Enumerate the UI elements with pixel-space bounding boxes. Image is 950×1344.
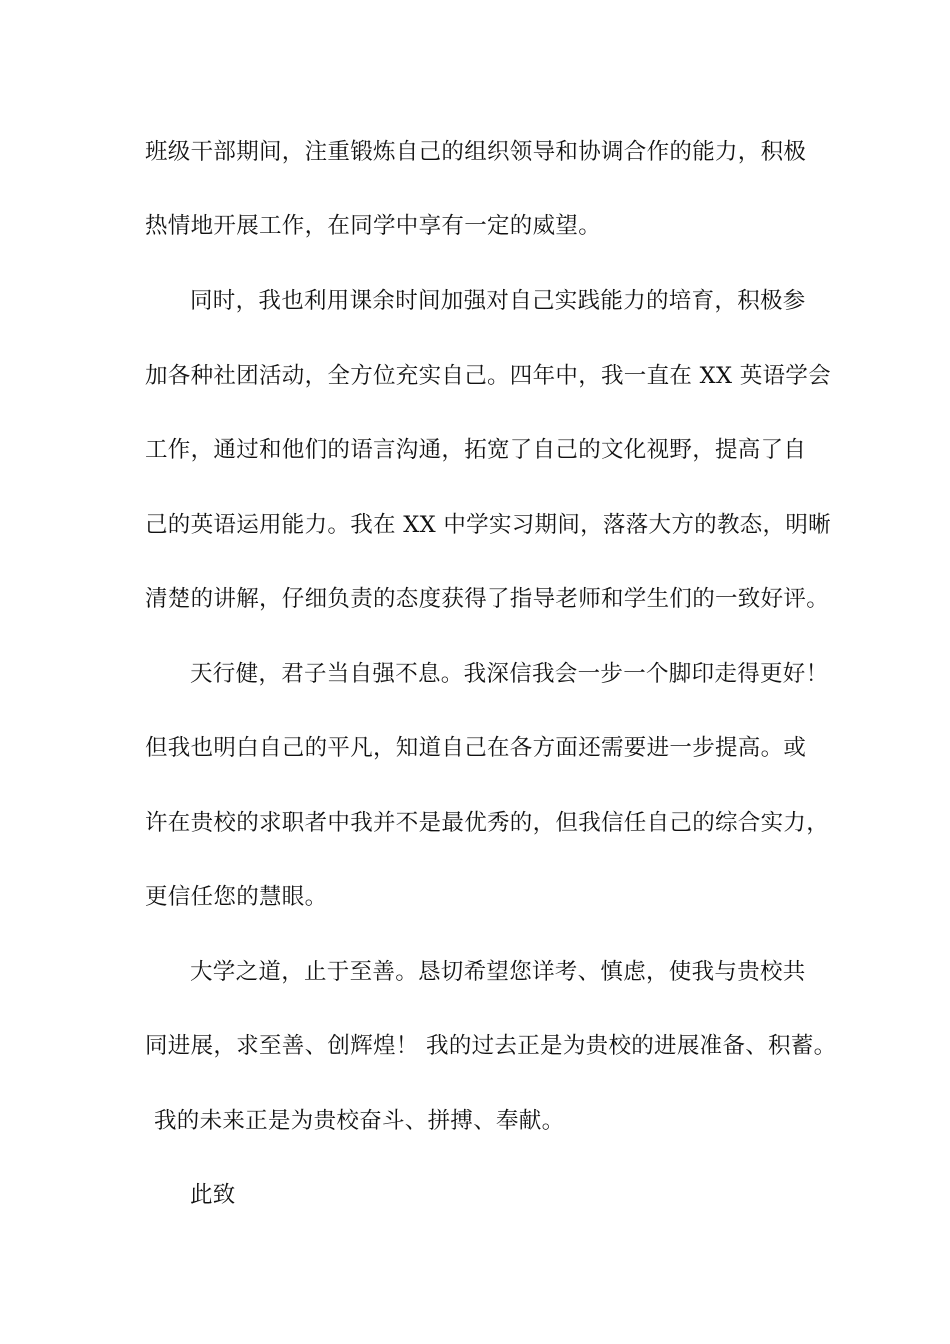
text-line: 但我也明白自己的平凡，知道自己在各方面还需要进一步提高。或: [145, 735, 807, 761]
text-line: 热情地开展工作，在同学中享有一定的威望。: [145, 213, 602, 239]
text-line: 同进展，求至善、创辉煌！ 我的过去正是为贵校的进展准备、积蓄。: [145, 1033, 837, 1059]
text-line: 许在贵校的求职者中我并不是最优秀的，但我信任自己的综合实力，: [145, 810, 830, 836]
closing-salutation: 此致: [190, 1182, 236, 1208]
paragraph-start-line: 大学之道，止于至善。恳切希望您详考、慎虑，使我与贵校共: [190, 959, 806, 985]
paragraph-start-line: 天行健，君子当自强不息。我深信我会一步一个脚印走得更好！: [190, 661, 829, 687]
text-line: 更信任您的慧眼。: [145, 884, 328, 910]
text-line: 班级干部期间，注重锻炼自己的组织领导和协调合作的能力，积极: [145, 139, 807, 165]
paragraph-start-line: 同时，我也利用课余时间加强对自己实践能力的培育，积极参: [190, 288, 806, 314]
text-line: 清楚的讲解，仔细负责的态度获得了指导老师和学生们的一致好评。: [145, 586, 830, 612]
text-line: 己的英语运用能力。我在 XX 中学实习期间，落落大方的教态，明晰: [145, 512, 831, 538]
text-line: 工作，通过和他们的语言沟通，拓宽了自己的文化视野，提高了自: [145, 437, 807, 463]
text-line: 我的未来正是为贵校奋斗、拼搏、奉献。: [154, 1108, 565, 1134]
text-line: 加各种社团活动，全方位充实自己。四年中，我一直在 XX 英语学会: [145, 363, 831, 389]
